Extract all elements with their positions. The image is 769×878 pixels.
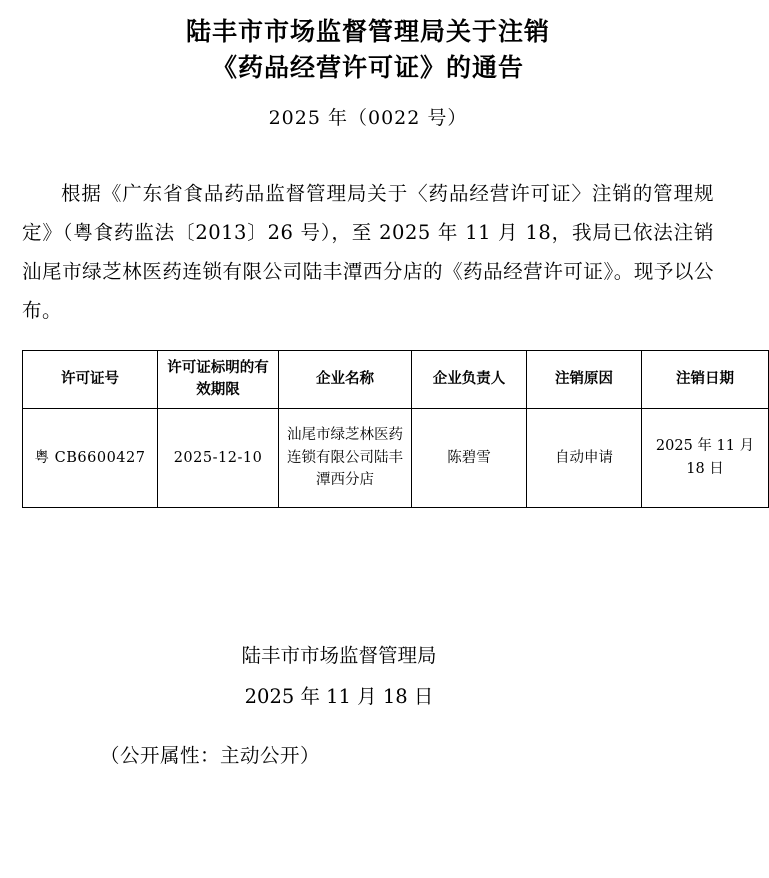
cell-cancel-date: 2025 年 11 月 18 日 (642, 408, 769, 507)
table-header-license-no: 许可证号 (23, 351, 158, 409)
disclosure-attribute: （公开属性：主动公开） (100, 743, 321, 767)
cell-person: 陈碧雪 (412, 408, 527, 507)
table-header (23, 351, 769, 409)
table-header-company: 企业名称 (279, 351, 412, 409)
table-body (23, 408, 769, 507)
cell-company: 汕尾市绿芝林医药连锁有限公司陆丰潭西分店 (279, 408, 412, 507)
cell-reason: 自动申请 (527, 408, 642, 507)
body-text (22, 174, 714, 330)
page-title (22, 14, 714, 85)
table-header-reason: 注销原因 (527, 351, 642, 409)
document-number: 2025 年（0022 号） (268, 107, 468, 129)
table-header-row (23, 351, 769, 409)
page-title-line-2: 《药品经营许可证》的通告 (211, 52, 524, 82)
signature-organization: 陆丰市市场监督管理局 (241, 643, 437, 667)
signature-date: 2025 年 11 月 18 日 (244, 684, 434, 708)
cell-valid-until: 2025-12-10 (158, 408, 279, 507)
cell-license-no: 粤 CB6600427 (23, 408, 158, 507)
table-header-cancel-date: 注销日期 (642, 351, 769, 409)
table-row (23, 408, 769, 507)
table-header-valid-until: 许可证标明的有效期限 (158, 351, 279, 409)
cancellation-table (22, 350, 769, 508)
page-title-line-1: 陆丰市市场监督管理局关于注销 (185, 17, 550, 46)
signature-block (22, 636, 714, 718)
body-paragraph: 根据《广东省食品药品监督管理局关于〈药品经营许可证〉注销的管理规定》（粤食药监法〔2013〕26 号），至 2025 年 11 月 18，我局已依法注销汕尾市绿芝林医药连锁有限公司陆丰潭西分店的《药品经营许可证》。现予以公布。 (22, 182, 714, 322)
table-header-person: 企业负责人 (412, 351, 527, 409)
